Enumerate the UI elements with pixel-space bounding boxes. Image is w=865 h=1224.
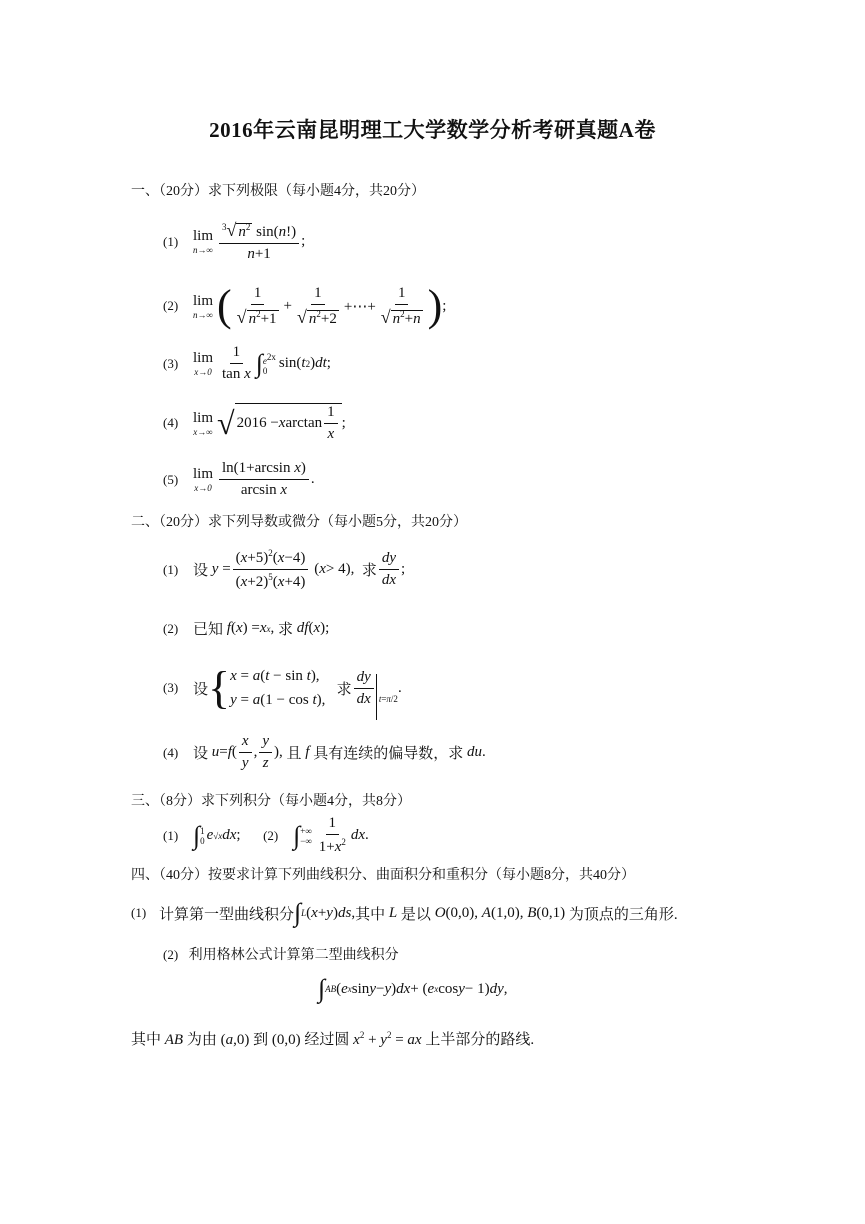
fraction: $\frac{^3√ n^2 \sin(n!)}{n+1}$ <box>219 220 299 263</box>
section-4-heading: 四、（40分）按要求计算下列曲线积分、曲面积分和重积分（每小题8分，共40分） <box>131 868 635 883</box>
problem-number: (1) <box>163 827 179 843</box>
problem-3: (1) ∫ 1 0 e √x dx ; (2) ∫ +∞ −∞ $\frac{1}{1+x^2}$ dx . <box>163 815 369 855</box>
problem-4-2-desc: 其中 AB 为由 (a,0) 到 (0,0) 经过圆 $x^2 + y^2$ = ax 上半部分的路线. <box>131 1030 535 1048</box>
limit-operator: lim x→0 <box>193 350 214 377</box>
problem-1-5: (5) lim x→0 $\frac{\text{ln(1+arcsin x)}}{\text{arcsin x}}$ . <box>163 460 315 498</box>
problem-number: (2) <box>163 298 179 313</box>
problem-number: (1) <box>163 233 179 249</box>
problem-4-2-formula: ∫ AB ( e x sin y − y ) dx + ( e x cos y − 1) dy , <box>318 974 508 1003</box>
problem-4-1: (1) 计算第一型曲线积分 ∫ L ( x + y ) ds , 其中 L 是以 O (0,0), A (1,0), B (0,1) 为顶点的三角形. <box>131 898 678 927</box>
problem-number: (5) <box>163 471 179 487</box>
problem-2-1: (1) 设 y = $\frac{(x+5)^2(x-4)}{(x+2)^5(x+4)}$ ( x > 4), 求 $\frac{dy}{dx}$ ; <box>163 548 406 590</box>
limit-operator: lim n→∞ <box>193 292 214 320</box>
limit-operator: lim x→0 <box>193 466 214 493</box>
problem-number: (4) <box>163 415 179 430</box>
section-3-heading: 三、（8分）求下列积分（每小题4分，共8分） <box>131 794 411 809</box>
problem-2-4: (4) 设 u = f ( $\frac{x}{y}$ , $\frac{y}{z}$ ), 且 f 具有连续的偏导数，求 du . <box>163 733 486 771</box>
problem-number: (2) <box>163 620 179 636</box>
problem-2-3: (3) 设 { x = a(t − sin t), y = a(1 − cos t), 求 $\frac{dy}{dx}$ t=π/2 . <box>163 656 402 720</box>
problem-number: (1) <box>163 561 179 577</box>
problem-4-2: (2) 利用格林公式计算第二型曲线积分 <box>163 947 399 963</box>
page-title: 2016年云南昆明理工大学数学分析考研真题A卷 <box>209 118 656 142</box>
limit-operator: lim n→∞ <box>193 228 214 255</box>
problem-1-2: (2) lim n→∞ ( $\frac{1}{√ n^2+1}$ + $\frac{1}{√ n^2+2}$ +⋯+ $\frac{1}{√ n^2+n}$ ) ; <box>163 281 447 330</box>
section-1-heading: 一、（20分）求下列极限（每小题4分，共20分） <box>131 184 425 199</box>
problem-number: (4) <box>163 744 179 760</box>
limit-operator: lim x→∞ <box>193 409 214 437</box>
problem-1-1: (1) lim n→∞ $\frac{^3√ n^2 \sin(n!)}{n+1}$ ; <box>163 220 306 262</box>
problem-1-3: (3) lim x→0 $\frac{1}{\text{tan x}}$ ∫ $e^{2x}$ 0 sin( t 2 ) dt ; <box>163 344 331 382</box>
problem-2-2: (2) 已知 f ( x ) = x x , 求 df ( x ); <box>163 620 330 638</box>
section-2-heading: 二、（20分）求下列导数或微分（每小题5分，共20分） <box>131 515 467 530</box>
problem-number: (3) <box>163 355 179 371</box>
problem-1-4: (4) lim x→∞ √ 2016 − x arctan $\frac{1}{x}$ ; <box>163 404 346 442</box>
problem-number: (3) <box>163 680 179 695</box>
